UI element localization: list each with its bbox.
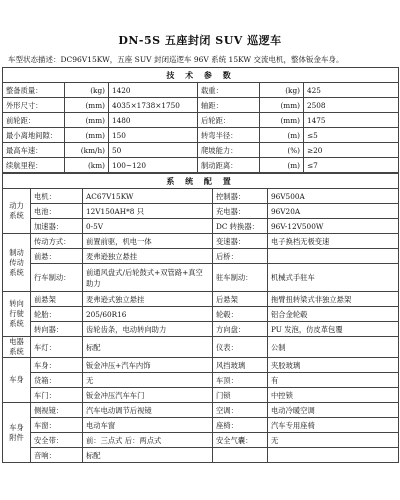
config-row <box>3 448 399 463</box>
tech-param-row <box>3 113 399 128</box>
config-label: 门锁 <box>213 388 268 403</box>
tech-param-row <box>3 143 399 158</box>
config-value: 标配 <box>83 448 213 463</box>
param-value: 100~120 <box>109 158 198 173</box>
tech-param-row <box>3 98 399 113</box>
config-group: 电器系统 <box>3 337 31 358</box>
config-label: 后桥： <box>213 249 268 264</box>
config-label: 仪表： <box>213 337 268 358</box>
param-label: 最高车速： <box>3 143 65 158</box>
param-label: 后轮距： <box>198 113 260 128</box>
config-group: 车身附件 <box>3 403 31 463</box>
config-row <box>3 292 399 307</box>
config-row <box>3 403 399 418</box>
config-label: 传动方式： <box>31 234 83 249</box>
config-value: 钣金冲压汽车车门 <box>83 388 213 403</box>
config-value: 夹胶玻璃 <box>268 358 399 373</box>
tech-param-row <box>3 83 399 98</box>
param-label: 轴距： <box>198 98 260 113</box>
param-label: 最小离地间隙： <box>3 128 65 143</box>
config-label: 控制器： <box>213 189 268 204</box>
config-value: 机械式手驻车 <box>268 264 399 292</box>
param-value: 425 <box>304 83 399 98</box>
param-unit: (kg) <box>260 83 304 98</box>
config-value: 无 <box>268 433 399 448</box>
config-value: 12V150AH*8 只 <box>83 204 213 219</box>
config-value: AC67V15KW <box>83 189 213 204</box>
param-label: 载重： <box>198 83 260 98</box>
config-value: 96V20A <box>268 204 399 219</box>
config-label: 车门： <box>31 388 83 403</box>
param-label: 整备质量： <box>3 83 65 98</box>
config-label: 电机： <box>31 189 83 204</box>
config-group: 动力系统 <box>3 189 31 234</box>
param-value: 50 <box>109 143 198 158</box>
config-value <box>268 448 399 463</box>
config-value: 电动冷暖空调 <box>268 403 399 418</box>
config-value: 汽车电动调节后视镜 <box>83 403 213 418</box>
config-label: 充电器： <box>213 204 268 219</box>
config-label: 安全带： <box>31 433 83 448</box>
config-label: 车顶： <box>213 373 268 388</box>
param-value: ≤5 <box>304 128 399 143</box>
param-value: ≥20 <box>304 143 399 158</box>
config-row <box>3 358 399 373</box>
config-group: 转向行驶系统 <box>3 292 31 337</box>
param-value: 1480 <box>109 113 198 128</box>
config-heading-row <box>3 174 399 189</box>
config-row <box>3 418 399 433</box>
config-value: 前置前驱，机电一体 <box>83 234 213 249</box>
config-value: 中控锁 <box>268 388 399 403</box>
param-unit: (km) <box>65 158 109 173</box>
param-unit: (mm) <box>65 128 109 143</box>
param-unit: (mm) <box>260 98 304 113</box>
config-label: 转向器： <box>31 322 83 337</box>
config-value <box>268 249 399 264</box>
config-label: 车灯： <box>31 337 83 358</box>
config-row <box>3 264 399 292</box>
param-unit: (km/h) <box>65 143 109 158</box>
config-value: PU 发泡，仿皮革包覆 <box>268 322 399 337</box>
config-value: 96V500A <box>268 189 399 204</box>
config-row <box>3 322 399 337</box>
config-row <box>3 249 399 264</box>
config-group: 制动传动系统 <box>3 234 31 292</box>
config-label: 空调： <box>213 403 268 418</box>
config-value: 麦弗逊式独立悬挂 <box>83 292 213 307</box>
config-label: 轮毂： <box>213 307 268 322</box>
param-value: ≤7 <box>304 158 399 173</box>
param-unit: (mm) <box>65 98 109 113</box>
config-value: 汽车专用座椅 <box>268 418 399 433</box>
page-title: DN-5S 五座封闭 SUV 巡逻车 <box>118 34 282 47</box>
param-label: 续航里程： <box>3 158 65 173</box>
config-label: 后悬架 <box>213 292 268 307</box>
config-value: 电动车窗 <box>83 418 213 433</box>
config-label: 车身： <box>31 358 83 373</box>
vehicle-description: 车型状态描述：DC96V15KW，五座 SUV 封闭巡逻车 96V 系统 15KW 交流电机，整体钣金车身。 <box>8 55 344 64</box>
param-value: 1420 <box>109 83 198 98</box>
config-label: 电池： <box>31 204 83 219</box>
config-row <box>3 234 399 249</box>
config-value: 钣金冲压+汽车内饰 <box>83 358 213 373</box>
config-value: 205/60R16 <box>83 307 213 322</box>
config-group: 车身 <box>3 358 31 403</box>
param-label: 外形尺寸： <box>3 98 65 113</box>
config-label: 方向盘： <box>213 322 268 337</box>
config-row <box>3 373 399 388</box>
config-label: 风挡玻璃 <box>213 358 268 373</box>
config-value: 铝合金轮毂 <box>268 307 399 322</box>
config-label: 驻车制动： <box>213 264 268 292</box>
tech-params-heading: 技 术 参 数 <box>3 68 399 83</box>
config-row <box>3 433 399 448</box>
config-value: 电子换档无极变速 <box>268 234 399 249</box>
config-row <box>3 189 399 204</box>
config-label: 座椅： <box>213 418 268 433</box>
config-label: 车窗： <box>31 418 83 433</box>
config-label: 侧视镜： <box>31 403 83 418</box>
config-row <box>3 307 399 322</box>
param-unit: (%) <box>260 143 304 158</box>
config-label: 音响： <box>31 448 83 463</box>
config-row <box>3 388 399 403</box>
config-label: 行车制动： <box>31 264 83 292</box>
config-label: DC 转换器： <box>213 219 268 234</box>
config-row <box>3 219 399 234</box>
config-value: 齿轮齿条，电动转向助力 <box>83 322 213 337</box>
param-value: 2508 <box>304 98 399 113</box>
config-label: 变速器： <box>213 234 268 249</box>
tech-params-heading-row <box>3 68 399 83</box>
param-value: 4035×1738×1750 <box>109 98 198 113</box>
param-label: 转弯半径： <box>198 128 260 143</box>
config-table <box>2 173 399 463</box>
param-unit: (m) <box>260 128 304 143</box>
config-label: 前悬架 <box>31 292 83 307</box>
tech-param-row <box>3 158 399 173</box>
config-label: 加速器： <box>31 219 83 234</box>
config-label: 前悬： <box>31 249 83 264</box>
config-value: 0-5V <box>83 219 213 234</box>
tech-param-row <box>3 128 399 143</box>
config-value: 无 <box>83 373 213 388</box>
config-label: 货箱： <box>31 373 83 388</box>
param-label: 制动距离： <box>198 158 260 173</box>
param-unit: (mm) <box>260 113 304 128</box>
param-label: 前轮距： <box>3 113 65 128</box>
param-value: 150 <box>109 128 198 143</box>
config-row <box>3 204 399 219</box>
param-value: 1475 <box>304 113 399 128</box>
tech-params-table <box>2 67 399 173</box>
config-label: 轮胎： <box>31 307 83 322</box>
config-value: 前通风盘式/后轮鼓式+双管路+真空助力 <box>83 264 213 292</box>
config-value: 公制 <box>268 337 399 358</box>
config-heading: 系 统 配 置 <box>3 174 399 189</box>
param-label: 爬坡能力： <box>198 143 260 158</box>
config-value: 前：三点式 后：两点式 <box>83 433 213 448</box>
config-value: 麦弗逊独立悬挂 <box>83 249 213 264</box>
config-value: 96V-12V500W <box>268 219 399 234</box>
config-value: 拖臂扭转梁式非独立悬架 <box>268 292 399 307</box>
config-value: 有 <box>268 373 399 388</box>
param-unit: (kg) <box>65 83 109 98</box>
param-unit: (mm) <box>65 113 109 128</box>
param-unit: (m) <box>260 158 304 173</box>
config-label: 安全气囊： <box>213 433 268 448</box>
config-value: 标配 <box>83 337 213 358</box>
config-row <box>3 337 399 358</box>
config-label <box>213 448 268 463</box>
